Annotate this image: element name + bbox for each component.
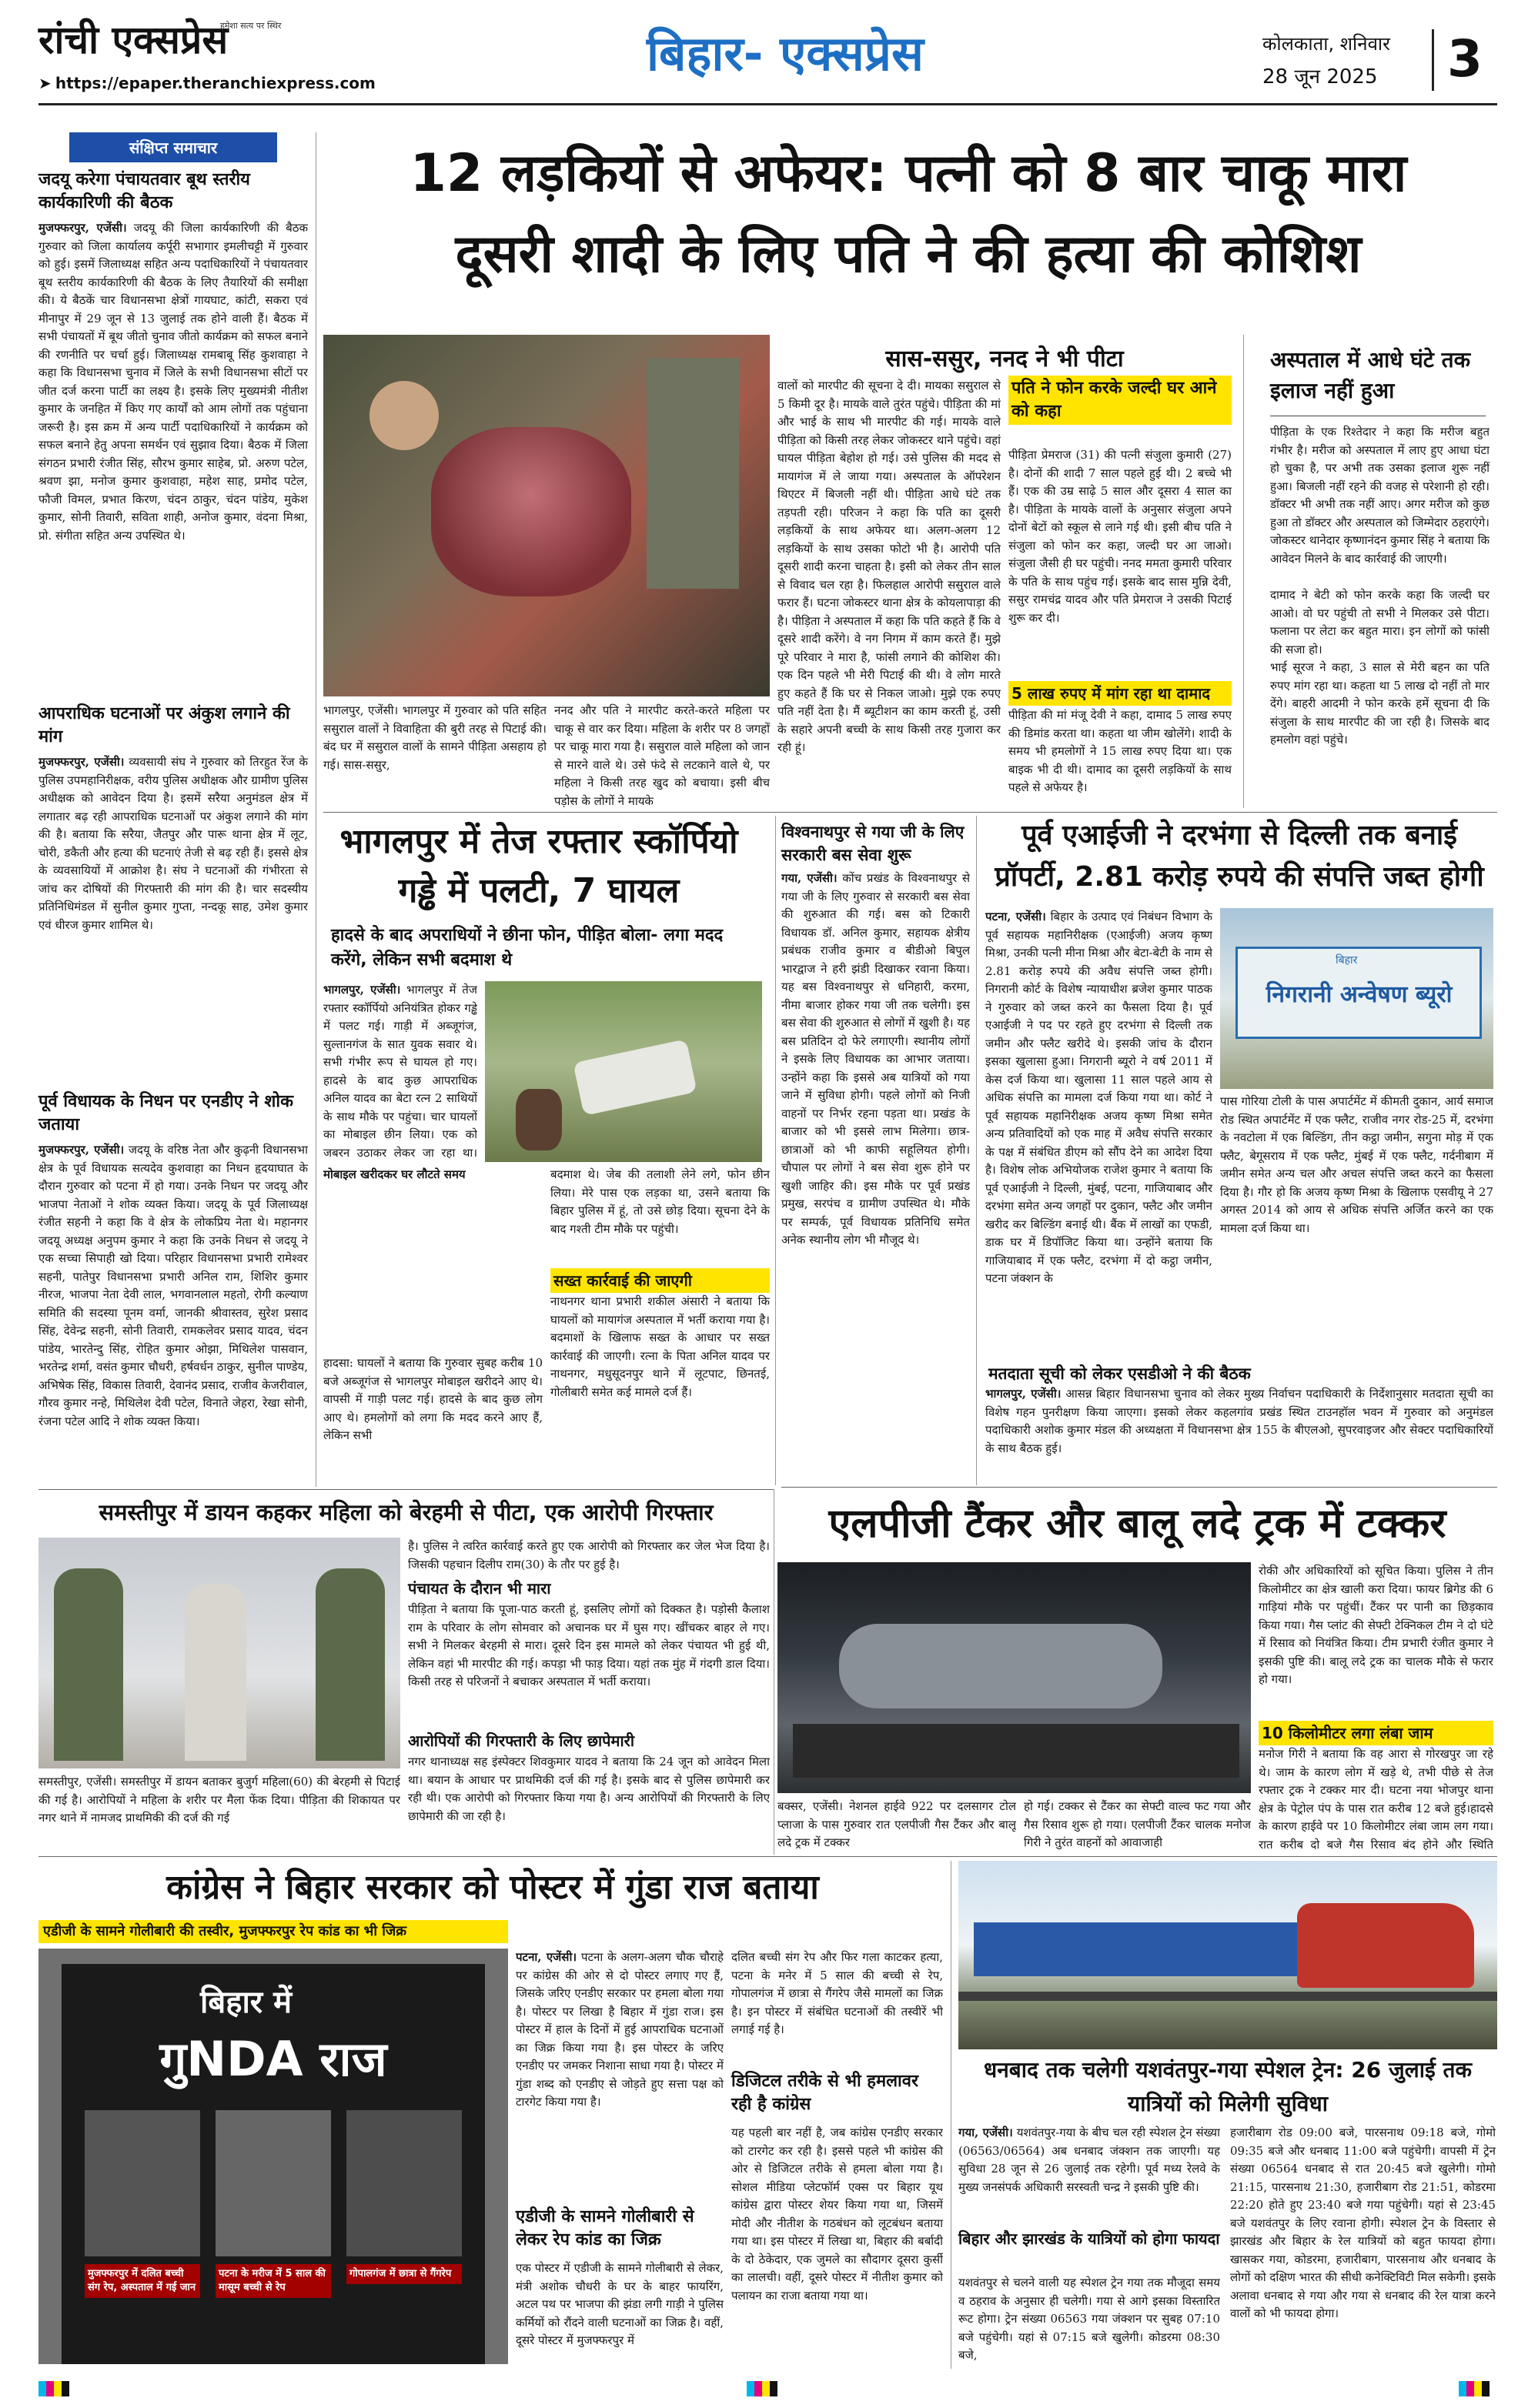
- cursor-icon: ➤: [38, 74, 52, 92]
- scorpio-photo: [485, 981, 762, 1162]
- url-bar: [38, 74, 470, 97]
- lead-column-text: पीड़िता की मां मंजू देवी ने कहा, दामाद 5 लाख रुपए की डिमांड करता था। कहता था जीम खोलेंगे। शादी के समय भी हमलोगों ने 15 लाख रुपए दिया था। एक बाइक भी दी थी। दामाद का दूसरी लड़कियों के साथ पहले से अफेयर है।: [1008, 708, 1232, 794]
- side-box-text: पीड़िता के एक रिश्तेदार ने कहा कि मरीज बहुत गंभीर है। मरीज को अस्पताल में लाए हुए आधा घंटा हो चुका है, पर अभी तक उसका इलाज शुरू नहीं हुआ। बिजली नहीं रहने की वजह से परेशानी हो रही। डॉक्टर भी अभी तक नहीं आए। अगर मरीज को कुछ हुआ तो डॉक्टर और अस्पताल को जिम्मेदार ठहराएंगे। जोकस्टर थानेदार कृष्णानंदन कुमार सिंह ने बताया कि आवेदन मिलने के बाद कार्रवाई की जाएगी।: [1270, 425, 1490, 566]
- brief-item-title: जदयू करेगा पंचायतवार बूथ स्तरीय कार्यकारिणी की बैठक: [38, 170, 250, 212]
- section-rule: [38, 1856, 1497, 1857]
- train-text: [958, 2124, 1220, 2224]
- samastipur-text: नगर थानाध्यक्ष सह इंस्पेक्टर शिवकुमार यादव ने बताया कि 24 जून को आवेदन मिला था। बयान के आधार पर प्राथमिकी दर्ज की गई है। इसके बाद से पुलिस छापेमारी कर रही थी। एक आरोपी को गिरफ्तार किया गया है। अन्य आरोपियों की गिरफ्तारी के लिए छापेमारी की जा रही है।: [408, 1755, 770, 1823]
- section-title: बिहार- एक्सप्रेस: [647, 25, 924, 82]
- aig-sign-text: निगरानी अन्वेषण ब्यूरो: [1266, 981, 1453, 1008]
- scorpio-dateline: भागलपुर, एजेंसी।: [323, 983, 401, 997]
- side-box-text: भाई सूरज ने कहा, 3 साल से मेरी बहन का पति रुपए मांग रहा था। कहता था 5 लाख दो नहीं तो मार देंगे। बाहरी आदमी ने फोन करके हमें सूचना दी कि संजुला के साथ मारपीट की जा रही है। जिसके बाद हमलोग वहां पहुंचे।: [1270, 660, 1490, 746]
- epaper-url[interactable]: https://epaper.theranchiexpress.com: [55, 74, 376, 92]
- tanker-caption: बक्सर, एजेंसी। नेशनल हाईवे 922 पर दलसागर टोल प्लाजा के पास गुरुवार रात एलपीजी गैस टैंकर और बालू लदे ट्रक में टक्कर: [777, 1799, 1016, 1849]
- lead-column-text: वालों को मारपीट की सूचना दे दी। मायका ससुराल से 5 किमी दूर है। मायके वाले तुरंत पहुंचे। पीड़िता की मां और भाई के साथ भी मारपीट की गई। मायके वाले पीड़िता को किसी तरह लेकर जोकस्टर थाने पहुंचे। वहां घायल पीड़िता बेहोश हो गई। उसे पुलिस की मदद से मायागंज में ले जाया गया। अस्पताल के ऑपरेशन थिएटर में बिजली नहीं थी। पीड़िता आधे घंटे तक तड़पती रही। परिजन ने कहा कि पति का दूसरी लड़कियों के साथ अफेयर था। अलग-अलग 12 लड़कियों के साथ उसका फोटो भी है। आरोपी पति दूसरी शादी करना चाहता है। इसी को लेकर तीन साल से विवाद चल रहा है। फिलहाल आरोपी ससुराल वाले फरार हैं। घटना जोकस्टर थाना क्षेत्र के कोयलापाड़ा की है। पीड़िता ने अस्पताल में कहा कि पति कहते हैं कि वे दूसरे शादी करेंगे। वे नग निगम में काम करते हैं। मुझे पूरे परिवार ने मारा है, फांसी लगाने की कोशिश की। एक दिन पहले भी मेरी पिटाई की थी। वे लोग मारते हुए कहते हैं कि घर से निकल जाओ। मुझे एक रुपए पति नहीं देता है। मैं ब्यूटीशन का काम करती हूं, उसी के सहारे अपनी बच्ची के साथ किसी तरह गुजारा कर रही हूं।: [777, 379, 1001, 754]
- train-body: यशवंतपुर-गया के बीच चल रही स्पेशल ट्रेन संख्या (06563/06564) अब धनबाद जंक्शन तक जाएगी। यह सुविधा 28 जून से 26 जुलाई तक रहेगी। पूर्व मध्य रेलवे के मुख्य जनसंपर्क अधिकारी सरस्वती चन्द्र ने इसकी पुष्टि की।: [958, 2126, 1220, 2194]
- section-rule: [323, 812, 1497, 813]
- congress-sub-heading: एडीजी के सामने गोलीबारी से लेकर रेप कांड का जिक्र: [516, 2207, 694, 2249]
- lead-headline: दूसरी शादी के लिए पति ने की हत्या की कोशिश: [455, 224, 1362, 285]
- samastipur-text: है। पुलिस ने त्वरित कार्रवाई करते हुए एक आरोपी को गिरफ्तार कर जेल भेज दिया है। जिसकी पहचान दिलीप राम(30) के तौर पर हुई है।: [408, 1539, 770, 1571]
- lead-column-text: ननद और पति ने मारपीट करते-करते महिला पर चाकू से वार कर दिया। महिला के शरीर पर 8 जगहों पर चाकू मारा गया है। ससुराल वाले महिला को जान से मारने वाले थे। उसे फंदे से लटकाने वाले थे, पर महिला ने किसी तरह खुद को बचाया। इसी बीच पड़ोस के लोगों ने मायके: [554, 703, 770, 808]
- section-rule: [781, 1487, 1497, 1488]
- column-divider: [775, 816, 776, 1485]
- scorpio-sub-heading: मोबाइल खरीदकर घर लौटते समय: [323, 1167, 466, 1181]
- brief-column: [38, 132, 308, 1487]
- samastipur-text: पीड़िता ने बताया कि पूजा-पाठ करती हूं, इसलिए लोगों को दिक्कत है। पड़ोसी कैलाश राम के परिवार के लोग सोमवार को अचानक घर में घुस गए। खींचकर बाहर ले गए। सभी ने मिलकर बेरहमी से मारा। दूसरे दिन इस मामले को लेकर पंचायत भी हुई थी, लेकिन वहां भी मारपीट की गई। कपड़ा भी फाड़ दिया। यहां तक मुंह में गंदगी डाल दिया। किसी तरह से परिजनों ने बचाकर अस्पताल में भर्ती कराया।: [408, 1602, 770, 1688]
- congress-strap: एडीजी के सामने गोलीबारी की तस्वीर, मुजफ्फरपुर रेप कांड का भी जिक्र: [38, 1920, 508, 1943]
- scorpio-text: भागलपुर में तेज रफ्तार स्कॉर्पियो अनियंत्रित होकर गड्ढे में पलट गई। गाड़ी में अब्जूगंज, सुल्तानगंज के सात युवक सवार थे। सभी गंभीर रूप से घायल हो गए। हादसे के बाद कुछ आपराधिक अनिल यादव का बेटा रत्न 2 साथियों के साथ मौके पर पहुंचा। चार घायलों का मोबाइल छीन लिया। एक को जबरन उठाकर लेकर जा रहा था।: [323, 983, 477, 1160]
- scorpio-column-text: नाथनगर थाना प्रभारी शकील अंसारी ने बताया कि घायलों को मायागंज अस्पताल में भर्ती कराया गया है। बदमाशों के खिलाफ सख्त के आधार पर सख्त कार्रवाई की जाएगी। रत्ना के पिता अनिल यादव पर नाथनगर, मधुसूदनपुर थाने में लूटपाट, छिनतई, गोलीबारी समेत कई मामले दर्ज हैं।: [550, 1294, 770, 1399]
- masthead-rule: [38, 103, 1497, 105]
- samastipur-sub-heading: आरोपियों की गिरफ्तारी के लिए छापेमारी: [408, 1732, 635, 1750]
- lead-column-text: पीड़िता प्रेमराज (31) की पत्नी संजुला कुमारी (27) है। दोनों की शादी 7 साल पहले हुई थी। 2 बच्चे भी हैं। एक की उम्र साढ़े 5 साल और दूसरा 4 साल का है। पीड़िता के मायके वालों के अनुसार संजुला अपने दोनों बेटों को स्कूल से लाने गई थी। इसी बीच पति ने संजुला को फोन कर कहा, जल्दी घर आ जाओ। संजुला जैसी ही घर पहुंची। ननद ममता कुमारी परिवार के पति के साथ पहुंच गई। इसके बाद सास मुन्नि देवी, ससुर रामचंद्र यादव और पति प्रेमराज ने उसकी पिटाई शुरू कर दी।: [1008, 448, 1232, 625]
- masthead: [0, 0, 1528, 102]
- brief-item-text: जदयू की जिला कार्यकारिणी की बैठक गुरुवार को जिला कार्यालय कर्पूरी सभागार इमलीचट्टी में गुरुवार को हुई। इसमें जिलाध्यक्ष सहित अन्य पदाधिकारियों ने पंचायतवार बूथ स्तरीय कार्यकारिणी की बैठक के लिए तैयारियों की समीक्षा की। ये बैठकें चार विधानसभा क्षेत्रों गायघाट, कांटी, सकरा एवं मीनापुर में 29 जून से 13 जुलाई तक होने वाली हैं। बैठक में सभी पंचायतों में बूथ जीतो चुनाव जीतो कार्यक्रम को सफल बनाने की रणनीति पर चर्चा हुई। जिलाध्यक्ष रामबाबू सिंह कुशवाहा ने कहा कि विधानसभा चुनाव में जिले के सभी विधानसभा सीटों पर जीत दर्ज करना पार्टी का लक्ष्य है। इसके लिए मुख्यमंत्री नीतीश कुमार के जनहित में किए गए कार्यों को आम लोगों तक पहुंचाना जरूरी है। इस क्रम में अन्य पार्टी पदाधिकारियों ने कार्यक्रम को सफल बनाने हेतु अपना समर्थन एवं सुझाव दिया। बैठक में जिला संगठन प्रभारी रंजीत सिंह, सौरभ कुमार साहेब, प्रो. अरुण पटेल, श्रवण झा, मनोज कुमार कुशवाहा, महेश साह, प्रमोद पटेल, फौजी विमल, प्रभात किरण, चंदन ठाकुर, चंदन पांडेय, मुकेश कुमार, सोनी तिवारी, सविता शाही, अनोज कुमार, वंदना मिश्रा, प्रो. संगीता सहित अन्य उपस्थित थे।: [38, 221, 308, 543]
- side-box-text: दामाद ने बेटी को फोन करके कहा कि जल्दी घर आओ। वो घर पहुंची तो सभी ने मिलकर उसे पीटा। फलाना पर लेटा कर बहुत मारा। इन लोगों को फांसी की सजा हो।: [1270, 588, 1490, 656]
- tanker-photo: [777, 1562, 1251, 1793]
- scorpio-sub-heading: सख्त कार्रवाई की जाएगी: [550, 1268, 770, 1293]
- samastipur-headline: समस्तीपुर में डायन कहकर महिला को बेरहमी से पीटा, एक आरोपी गिरफ्तार: [99, 1499, 714, 1525]
- brief-item-dateline: मुजफ्फरपुर, एजेंसी।: [38, 755, 125, 769]
- brief-item-title: आपराधिक घटनाओं पर अंकुश लगाने की मांग: [38, 704, 290, 746]
- congress-body: पटना के अलग-अलग चौक चौराहे पर कांग्रेस की ओर से दो पोस्टर लगाए गए हैं, जिसके जरिए एनडीए सरकार पर हमला बोला गया है। पोस्टर पर लिखा है बिहार में गुंडा राज। इस पोस्टर में हाल के दिनों में हुई आपराधिक घटनाओं का जिक्र किया गया है। इस पोस्टर के जरिए एनडीए पर जमकर निशाना साधा गया है। पोस्टर में गुंडा शब्द को एनडीए से जोड़ते हुए सत्ता पक्ष को टारगेट किया गया है।: [516, 1950, 724, 2109]
- meeting-headline: मतदाता सूची को लेकर एसडीओ ने की बैठक: [985, 1361, 1293, 1387]
- aig-headline: प्रॉपर्टी, 2.81 करोड़ रुपये की संपत्ति जब्त होगी: [995, 861, 1484, 893]
- congress-text: दलित बच्ची संग रेप और फिर गला काटकर हत्या, पटना के मनेर में 5 साल की बच्ची से रेप, गोपालगंज में छात्रा से गैंगरेप जैसे मामलों का जिक्र है। इन पोस्टर में संबंधित घटनाओं की तस्वीरें भी लगाई गई है।: [731, 1950, 943, 2036]
- tanker-caption: हो गई। टक्कर से टैंकर का सेफ्टी वाल्व फट गया और गैस रिसाव शुरू हो गया। एलपीजी टैंकर चालक मनोज गिरी ने तुरंत वाहनों को आवाजाही: [1024, 1799, 1251, 1849]
- side-box-title: अस्पताल में आधे घंटे तक इलाज नहीं हुआ: [1270, 347, 1471, 403]
- congress-headline: कांग्रेस ने बिहार सरकार को पोस्टर में गुंडा राज बताया: [166, 1868, 819, 1907]
- meeting-text: [985, 1385, 1493, 1485]
- tanker-headline: एलपीजी टैंकर और बालू लदे ट्रक में टक्कर: [828, 1501, 1446, 1547]
- train-photo: [958, 1861, 1497, 2049]
- train-sub-heading: बिहार और झारखंड के यात्रियों को होगा फायदा: [958, 2229, 1220, 2248]
- print-registration-marks: [23, 2378, 1505, 2401]
- samastipur-sub-heading: पंचायत के दौरान भी मारा: [408, 1579, 551, 1598]
- scorpio-column-text: बदमाश थे। जेब की तलाशी लेने लगे, फोन छीन लिया। मेरे पास एक लड़का था, उसने बताया कि बिहार पुलिस में हूं, तो उसे छोड़ दिया। सूचना देने के बाद गश्ती टीम मौके पर पहुंची।: [550, 1167, 770, 1236]
- bus-dateline: गया, एजेंसी।: [781, 871, 838, 885]
- lead-sub-heading: पति ने फोन करके जल्दी घर आने को कहा: [1008, 376, 1232, 425]
- poster-line2: गुNDA राज: [159, 2031, 387, 2087]
- samastipur-photo: [38, 1538, 400, 1768]
- section-rule: [38, 1489, 774, 1490]
- bus-text: [781, 870, 970, 1485]
- congress-text: एक पोस्टर में एडीजी के सामने गोलीबारी से लेकर, मंत्री अशोक चौधरी के घर के बाहर फायरिंग, अटल पथ पर भाजपा की झंडा लगी गाड़ी ने पुलिस कर्मियों को रौंदने वाली घटनाओं का जिक्र है। वहीं, दूसरे पोस्टर में मुजफ्फरपुर में: [516, 2261, 724, 2347]
- masthead-divider: [1432, 29, 1434, 91]
- bus-headline: विश्वनाथपुर से गया जी के लिए सरकारी बस सेवा शुरू: [781, 823, 965, 864]
- poster-line1: बिहार में: [200, 1985, 293, 2020]
- lead-headline: 12 लड़कियों से अफेयर: पत्नी को 8 बार चाकू मारा: [410, 143, 1407, 204]
- aig-sign-small: बिहार: [1336, 954, 1358, 967]
- tanker-sub-heading: 10 किलोमीटर लगा लंबा जाम: [1259, 1721, 1493, 1745]
- issue-date: 28 जून 2025: [1262, 65, 1378, 89]
- brief-item-body: [38, 219, 308, 696]
- paper-name: रांची एक्सप्रेस: [38, 18, 229, 62]
- brief-item-dateline: मुजफ्फरपुर, एजेंसी।: [38, 1143, 125, 1157]
- scorpio-column-text: [323, 981, 477, 1162]
- poster-tag: पटना के मरीज में 5 साल की मासूम बच्ची से रेप: [216, 2264, 331, 2298]
- lead-photo: [323, 335, 770, 696]
- meeting-body: आसन्न बिहार विधानसभा चुनाव को लेकर मुख्य निर्वाचन पदाधिकारी के निर्देशानुसार मतदाता सूची का विशेष गहन पुनरीक्षण किया जाएगा। इसको लेकर कहलगांव प्रखंड स्थित टाउनहॉल भवन में गुरुवार को अनुमंडल पदाधिकारी अशोक कुमार मंडल की अध्यक्षता में विधानसभा क्षेत्र 155 के बीएलओ, सुपरवाइजर और सेक्टर पदाधिकारियों के साथ बैठक हुई।: [985, 1387, 1493, 1455]
- scorpio-deck: हादसे के बाद अपराधियों ने छीना फोन, पीड़ित बोला- लगा मदद करेंगे, लेकिन सभी बदमाश थे: [331, 926, 724, 970]
- column-divider: [1243, 335, 1244, 808]
- aig-sign-photo: [1220, 908, 1493, 1089]
- tanker-text: रोकी और अधिकारियों को सूचित किया। पुलिस ने तीन किलोमीटर का क्षेत्र खाली करा दिया। फायर ब्रिगेड की 6 गाड़ियां मौके पर पहुंचीं। टैंकर पर पानी का छिड़काव किया गया। गैस प्लांट की सेफ्टी टेक्निकल टीम ने दो घंटे में रिसाव को नियंत्रित किया। टीम प्रभारी रंजीत कुमार ने इसकी पुष्टि की। बालू लदे ट्रक का चालक मौके से फरार हो गया।: [1259, 1564, 1493, 1686]
- samastipur-caption: समस्तीपुर, एजेंसी। समस्तीपुर में डायन बताकर बुजुर्ग महिला(60) की बेरहमी से पिटाई की गई है। आरोपियों ने महिला के शरीर पर मैला फेंक दिया। पीड़िता की शिकायत पर नगर थाने में नामजद प्राथमिकी की दर्ज की गई: [38, 1775, 400, 1825]
- lead-sub-heading: 5 लाख रुपए में मांग रहा था दामाद: [1008, 681, 1232, 706]
- scorpio-column-text: [323, 1166, 543, 1351]
- train-dateline: गया, एजेंसी।: [958, 2126, 1013, 2139]
- congress-dateline: पटना, एजेंसी।: [516, 1950, 577, 1964]
- congress-text: यह पहली बार नहीं है, जब कांग्रेस एनडीए सरकार को टारगेट कर रही है। इससे पहले भी कांग्रेस की ओर से डिजिटल तरीके से हमला बोला गया है। सोशल मीडिया प्लेटफॉर्म एक्स पर बिहार यूथ कांग्रेस द्वारा पोस्टर शेयर किया गया था, जिसमें मोदी और नीतीश के गठबंधन को लूटबंधन बताया गया था। इस पोस्टर में लिखा था, बिहार की बर्बादी के दो ठेकेदार, एक जुमले का सौदागर दूसरा कुर्सी का लालची। वहीं, दूसरे पोस्टर में नीतीश कुमार को पलायन का राजा बताया गया था।: [731, 2126, 943, 2303]
- brief-item-body: [38, 753, 308, 1084]
- meeting-dateline: भागलपुर, एजेंसी।: [985, 1387, 1062, 1401]
- brief-item-text: जदयू के वरिष्ठ नेता और कुढ़नी विधानसभा क्षेत्र के पूर्व विधायक सत्यदेव कुशवाहा का निधन हृदयाघात के दौरान गुरुवार को पटना में हो गया। उनके निधन पर जदयू और भाजपा नेताओं ने शोक व्यक्त किया। जदयू के पूर्व जिलाध्यक्ष रंजीत सहनी ने कहा कि वे क्षेत्र के लोकप्रिय नेता थे। महानगर जदयू अध्यक्ष अनुपम कुमार ने कहा कि उनके निधन से जदयू ने एक सच्चा सिपाही खो दिया। परिहार विधानसभा प्रभारी रामेश्वर सहनी, पातेपुर विधानसभा प्रभारी अनिल राम, शिशिर कुमार नीरज, भाजपा नेता देवी लाल, भगवानलाल महतो, रोगी कल्याण समिति की सदस्या पूनम वर्मा, जानकी श्रीवास्तव, सुरेश प्रसाद सिंह, देवेन्द्र सहनी, सोनी तिवारी, रामकलेवर प्रसाद यादव, चंदन पांडेय, भारतेन्दु सिंह, रोहित कुमार ओझा, मिथिलेश पासवान, भरतेन्द्र शर्मा, वसंत कुमार चौधरी, हर्षवर्धन ठाकुर, सुनील पाण्डेय, अभिषेक सिंह, विकास तिवारी, देवानंद प्रसाद, राजीव केजरीवाल, गौरव कुमार नन्हे, मिथिलेश देवी पटेल, विनाते जेहरा, रेखा सोनी, रंजना पटेल आदि ने शोक व्यक्त किया।: [38, 1143, 308, 1428]
- lead-photo-caption: भागलपुर, एजेंसी। भागलपुर में गुरुवार को पति सहित ससुराल वालों ने विवाहिता की बुरी तरह से पिटाई की। बंद घर में ससुराल वालों के सामने पीड़िता असहाय हो गई। सास-ससुर,: [323, 703, 547, 772]
- bus-body: कोंच प्रखंड के विश्वनाथपुर से गया जी के लिए गुरुवार से सरकारी बस सेवा की शुरुआत की गई। बस को टिकारी विधायक डॉ. अनिल कुमार, सहायक क्षेत्रीय प्रबंधक राजीव कुमार व बीडीओ बिपुल भारद्वाज ने हरी झंडी दिखाकर रवाना किया। यह बस विश्वनाथपुर से धनिहारी, करमा, नीमा बाजार होकर गया जी तक चलेगी। इस बस सेवा की शुरुआत से लोगों में खुशी है। यह बस प्रतिदिन दो फेरे लगाएगी। स्थानीय लोगों ने इसके लिए विधायक का आभार जताया। उन्होंने कहा कि इससे अब यात्रियों को गया जाने में सुविधा होगी। पहले लोगों को निजी वाहनों पर निर्भर रहना पड़ता था। प्रखंड के बाजार को भी इससे लाभ मिलेगा। छात्र-छात्राओं को भी काफी सहूलियत होगी। चौपाल पर लोगों ने बस सेवा शुरू होने पर खुशी जाहिर की। इस मौके पर पूर्व प्रखंड प्रमुख, सरपंच व ग्रामीण उपस्थित थे। मौके पर सम्पर्क, पूर्व विधायक प्रतिनिधि समेत अनेक स्थानीय लोग भी मौजूद थे।: [781, 871, 970, 1247]
- congress-sub-heading: डिजिटल तरीके से भी हमलावर रही है कांग्रेस: [731, 2072, 918, 2114]
- city-day: कोलकाता, शनिवार: [1262, 33, 1390, 55]
- train-text: यशवंतपुर से चलने वाली यह स्पेशल ट्रेन गया तक मौजूदा समय व ठहराव के अनुसार ही चलेगी। गया से आगे इसका विस्तारित रूट होगा। ट्रेन संख्या 06563 गया जंक्शन पर सुबह 07:10 बजे पहुंचेगी। यहां से 07:15 बजे खुलेगी। कोडरमा 08:30 बजे,: [958, 2276, 1220, 2362]
- column-divider: [976, 816, 977, 1485]
- congress-poster-photo: [38, 1949, 508, 2364]
- aig-headline: पूर्व एआईजी ने दरभंगा से दिल्ली तक बनाई: [1021, 820, 1457, 851]
- scorpio-column-text: हादसा: घायलों ने बताया कि गुरुवार सुबह करीब 10 बजे अब्जूगंज से भागलपुर मोबाइल खरीदने आए थे। वापसी में गाड़ी पलट गई। हादसे के बाद कुछ लोग आए थे। हमलोगों को लगा कि मदद करने आए हैं, लेकिन सभी: [323, 1356, 543, 1442]
- scorpio-headline: भागलपुर में तेज रफ्तार स्कॉर्पियो गड्ढे में पलटी, 7 घायल: [339, 822, 738, 910]
- brief-item-dateline: मुजफ्फरपुर, एजेंसी।: [38, 221, 127, 235]
- train-headline: धनबाद तक चलेगी यशवंतपुर-गया स्पेशल ट्रेन: 26 जुलाई तक यात्रियों को मिलेगी सुविधा: [984, 2057, 1472, 2116]
- brief-item-text: व्यवसायी संघ ने गुरुवार को तिरहुत रेंज के पुलिस उपमहानिरीक्षक, वरीय पुलिस अधीक्षक और ग्रामीण पुलिस अधीक्षक को आवेदन दिया है। इसमें सरैया अनुमंडल क्षेत्र में लगातार बढ़ रही आपराधिक घटनाओं पर अंकुश लगाने की मांग की है। बताया कि सरैया, जैतपुर और पारू थाना क्षेत्र में लूट, चोरी, डकैती और हत्या की घटनाएं तेजी से बढ़ रही हैं। इससे क्षेत्र के व्यवसायियों में आक्रोश है। संघ ने घटनाओं की गंभीरता से जांच कर दोषियों की गिरफ्तारी की मांग की है। चार सदस्यीय प्रतिनिधिमंडल में सुनील कुमार गुप्ता, नन्दकू साह, उमेश कुमार एवं धीरज कुमार शामिल थे।: [38, 755, 308, 932]
- page-number: 3: [1447, 29, 1483, 89]
- poster-tag: गोपालगंज में छात्रा से गैंगरेप: [346, 2264, 462, 2284]
- congress-text: [516, 1949, 724, 2203]
- train-text: हजारीबाग रोड 09:00 बजे, पारसनाथ 09:18 बजे, गोमो 09:35 बजे और धनबाद 11:00 बजे पहुंचेगी। वापसी में ट्रेन संख्या 06564 धनबाद से रात 20:45 बजे खुलेगी। गोमो 21:15, पारसनाथ 21:30, हजारीबाग रोड 21:51, कोडरमा 22:20 होते हुए 23:40 बजे गया पहुंचेगी। यहां से 23:45 बजे यशवंतपुर के लिए रवाना होगी। स्पेशल ट्रेन के विस्तार से झारखंड और बिहार के रेल यात्रियों को बहुत फायदा होगा। खासकर गया, कोडरमा, हजारीबाग, पारसनाथ और धनबाद के लोगों को दक्षिण भारत की सीधी कनेक्टिविटी मिल सकेगी। इसके अलावा धनबाद से गया और गया से धनबाद की रेल यात्रा करने वालों को भी फायदा होगा।: [1230, 2126, 1496, 2320]
- brief-item-title: पूर्व विधायक के निधन पर एनडीए ने शोक जताया: [38, 1092, 293, 1134]
- aig-body: बिहार के उत्पाद एवं निबंधन विभाग के पूर्व सहायक महानिरीक्षक (एआईजी) अजय कृष्ण मिश्रा, उनकी पत्नी मीना मिश्रा और बेटा-बेटी के नाम से 2.81 करोड़ रुपये की अवैध संपत्ति जब्त होगी। निगरानी कोर्ट के विशेष न्यायाधीश ब्रजेश कुमार पाठक ने गुरुवार को जब्त करने का फैसला दिया है। पूर्व एआईजी ने पद पर रहते हुए दरभंगा से दिल्ली तक जमीन और फ्लैट खरीदे थे। इसकी जांच के दौरान इसका खुलासा हुआ। निगरानी ब्यूरो ने वर्ष 2011 में केस दर्ज किया था। खुलासा 11 साल पहले आय से अधिक संपत्ति का मामला दर्ज किया गया था। कोर्ट ने पूर्व सहायक महानिरीक्षक अजय कृष्ण मिश्रा समेत अन्य प्रतिवादियों को एक माह में अवैध संपत्ति सरकार के पक्ष में संबंधित डीएम को सौंप देने का आदेश दिया है। विशेष लोक अभियोजक राजेश कुमार ने बताया कि पूर्व एआईजी ने दिल्ली, मुंबई, पटना, गाजियाबाद और दरभंगा समेत अन्य जगहों पर दुकान, फ्लैट और जमीन खरीद कर बिल्डिंग बनाई थी। बैंक में लाखों का एफडी, डाक घर में डिपॉजिट किया था। उन्होंने बताया कि गाजियाबाद में एक फ्लैट, दरभंगा में दो कट्ठा जमीन, पटना जंक्शन के: [985, 910, 1212, 1285]
- aig-dateline: पटना, एजेंसी।: [985, 910, 1046, 923]
- aig-text: पास गोरिया टोली के पास अपार्टमेंट में कीमती दुकान, आर्य समाज रोड स्थित अपार्टमेंट में एक फ्लैट, राजीव नगर रोड-25 में, दरभंगा के नवटोला में एक बिल्डिंग, तीन कट्ठा जमीन, सगुना मोड़ में एक फ्लैट, बेगूसराय में एक फ्लैट, मुंबई में एक फ्लैट, गर्दनीबाग में जमीन समेत अन्य चल और अचल संपत्ति जब्त करने का फैसला दिया है। गौर हो कि अजय कृष्ण मिश्रा के खिलाफ एसवीयू ने 27 अगस्त 2014 को आय से अधिक संपत्ति अर्जित करने का एक मामला दर्ज किया था।: [1220, 1094, 1493, 1235]
- poster-tag: मुजफ्फरपुर में दलित बच्ची संग रेप, अस्पताल में गई जान: [85, 2264, 200, 2298]
- tanker-text: मनोज गिरी ने बताया कि वह आरा से गोरखपुर जा रहे थे। जाम के कारण लोग में खड़े थे, तभी पीछे से तेज रफ्तार ट्रक ने टक्कर मार दी। घटना नया भोजपुर थाना क्षेत्र के पेट्रोल पंप के पास रात करीब 12 बजे हुई।हादसे के कारण हाईवे पर 10 किलोमीटर लंबा जाम लग गया। रात करीब दो बजे गैस रिसाव बंद होने और स्थिति: [1259, 1747, 1493, 1852]
- paper-tagline: हमेशा सत्य पर स्थिर: [220, 21, 282, 31]
- brief-label: संक्षिप्त समाचार: [69, 132, 277, 162]
- lead-sub-heading: सास-ससुर, ननद ने भी पीटा: [885, 346, 1124, 372]
- aig-text: [985, 908, 1212, 1354]
